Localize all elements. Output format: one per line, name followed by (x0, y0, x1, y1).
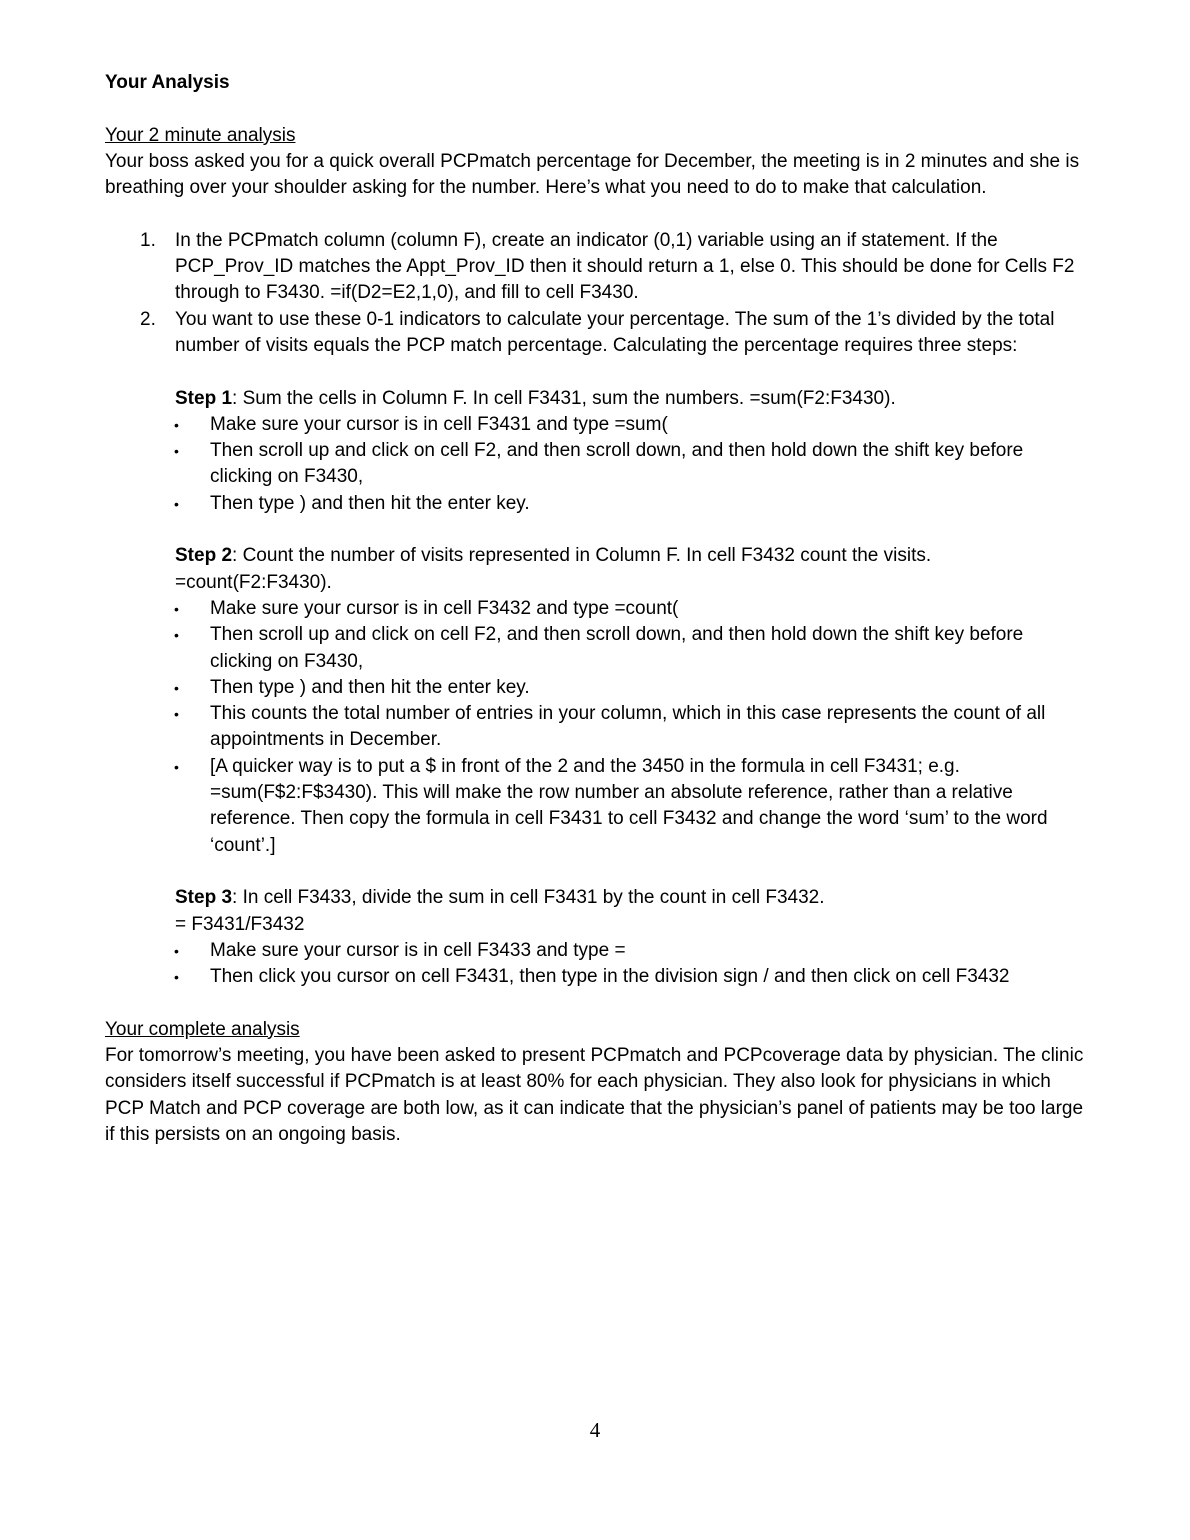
bullet-text: [A quicker way is to put a $ in front of the 2 and the 3450 in the formula in cell F3431; e.g. =sum(F$2:F$3430). This will make the row number an absolute reference, rather than a relative reference. Then copy the formula in cell F3431 to cell F3432 and change the word ‘sum’ to the word ‘count’.] (210, 755, 1048, 856)
bullet-item (105, 596, 1090, 622)
step-text: : In cell F3433, divide the sum in cell F3431 by the count in cell F3432. (232, 887, 825, 909)
bullet-item (105, 438, 1090, 491)
section-heading-2-minute: Your 2 minute analysis (105, 124, 296, 146)
step-3-formula: = F3431/F3432 (175, 913, 305, 935)
bullet-icon: • (174, 706, 179, 723)
bullet-icon: • (174, 942, 179, 959)
bullet-text: Make sure your cursor is in cell F3431 and type =sum( (210, 413, 668, 435)
step-1-instruction (105, 386, 1090, 412)
step-label: Step 3 (175, 887, 233, 909)
document-page (105, 70, 1090, 1148)
item-text: You want to use these 0-1 indicators to calculate your percentage. The sum of the 1’s divided by the total number of visits equals the PCP match percentage. Calculating the percentage requires three steps: (175, 308, 1055, 356)
step-text: : Sum the cells in Column F. In cell F3431, sum the numbers. =sum(F2:F3430). (232, 387, 896, 409)
bullet-icon: • (174, 969, 179, 986)
bullet-text: Then click you cursor on cell F3431, then type in the division sign / and then click on cell F3432 (210, 966, 1010, 988)
step-label: Step 2 (175, 545, 233, 567)
item-number: 1. (140, 229, 156, 251)
step-2-bullets (105, 596, 1090, 859)
page-number: 4 (589, 1418, 601, 1442)
step-label: Step 1 (175, 387, 233, 409)
bullet-item (105, 754, 1090, 859)
bullet-text: Make sure your cursor is in cell F3432 and type =count( (210, 597, 679, 619)
bullet-text: Then type ) and then hit the enter key. (210, 676, 530, 698)
bullet-text: Then scroll up and click on cell F2, and then scroll down, and then hold down the shift key before clicking on F3430, (210, 624, 1024, 672)
section-intro-paragraph: Your boss asked you for a quick overall PCPmatch percentage for December, the meeting is in 2 minutes and she is breathing over your shoulder asking for the number. Here’s what you need to do to make that calculation. (105, 150, 1080, 199)
bullet-icon: • (174, 627, 179, 644)
bullet-icon: • (174, 679, 179, 696)
step-text: : Count the number of visits represented in Column F. In cell F3432 count the visits. =count(F2:F3430). (175, 545, 932, 593)
page-title: Your Analysis (105, 72, 230, 93)
bullet-icon: • (174, 758, 179, 775)
item-number: 2. (140, 308, 156, 330)
numbered-list (105, 228, 1090, 359)
bullet-item (105, 964, 1090, 990)
bullet-text: Then type ) and then hit the enter key. (210, 492, 530, 514)
section-body-paragraph: For tomorrow’s meeting, you have been asked to present PCPmatch and PCPcoverage data by physician. The clinic considers itself successful if PCPmatch is at least 80% for each physician. They also look for physicians in which PCP Match and PCP coverage are both low, as it can indicate that the physician’s panel of patients may be too large if this persists on an ongoing basis. (105, 1044, 1084, 1145)
bullet-item (105, 675, 1090, 701)
bullet-item (105, 491, 1090, 517)
numbered-item (105, 307, 1090, 360)
bullet-text: Make sure your cursor is in cell F3433 and type = (210, 939, 626, 961)
bullet-icon: • (174, 600, 179, 617)
bullet-item (105, 622, 1090, 675)
bullet-icon: • (174, 443, 179, 460)
section-heading-complete: Your complete analysis (105, 1018, 300, 1040)
item-text: In the PCPmatch column (column F), create an indicator (0,1) variable using an if statement. If the PCP_Prov_ID matches the Appt_Prov_ID then it should return a 1, else 0. This should be done for Cells F2 through to F3430. =if(D2=E2,1,0), and fill to cell F3430. (175, 229, 1075, 304)
bullet-text: This counts the total number of entries in your column, which in this case represents the count of all appointments in December. (210, 703, 1046, 751)
bullet-icon: • (174, 416, 179, 433)
bullet-item (105, 701, 1090, 754)
numbered-item (105, 228, 1090, 307)
bullet-text: Then scroll up and click on cell F2, and then scroll down, and then hold down the shift key before clicking on F3430, (210, 440, 1024, 488)
bullet-item (105, 412, 1090, 438)
bullet-item (105, 938, 1090, 964)
step-3-instruction (105, 885, 1090, 911)
step-1-bullets (105, 412, 1090, 517)
step-3-bullets (105, 938, 1090, 991)
step-2-instruction (105, 543, 1090, 596)
bullet-icon: • (174, 495, 179, 512)
